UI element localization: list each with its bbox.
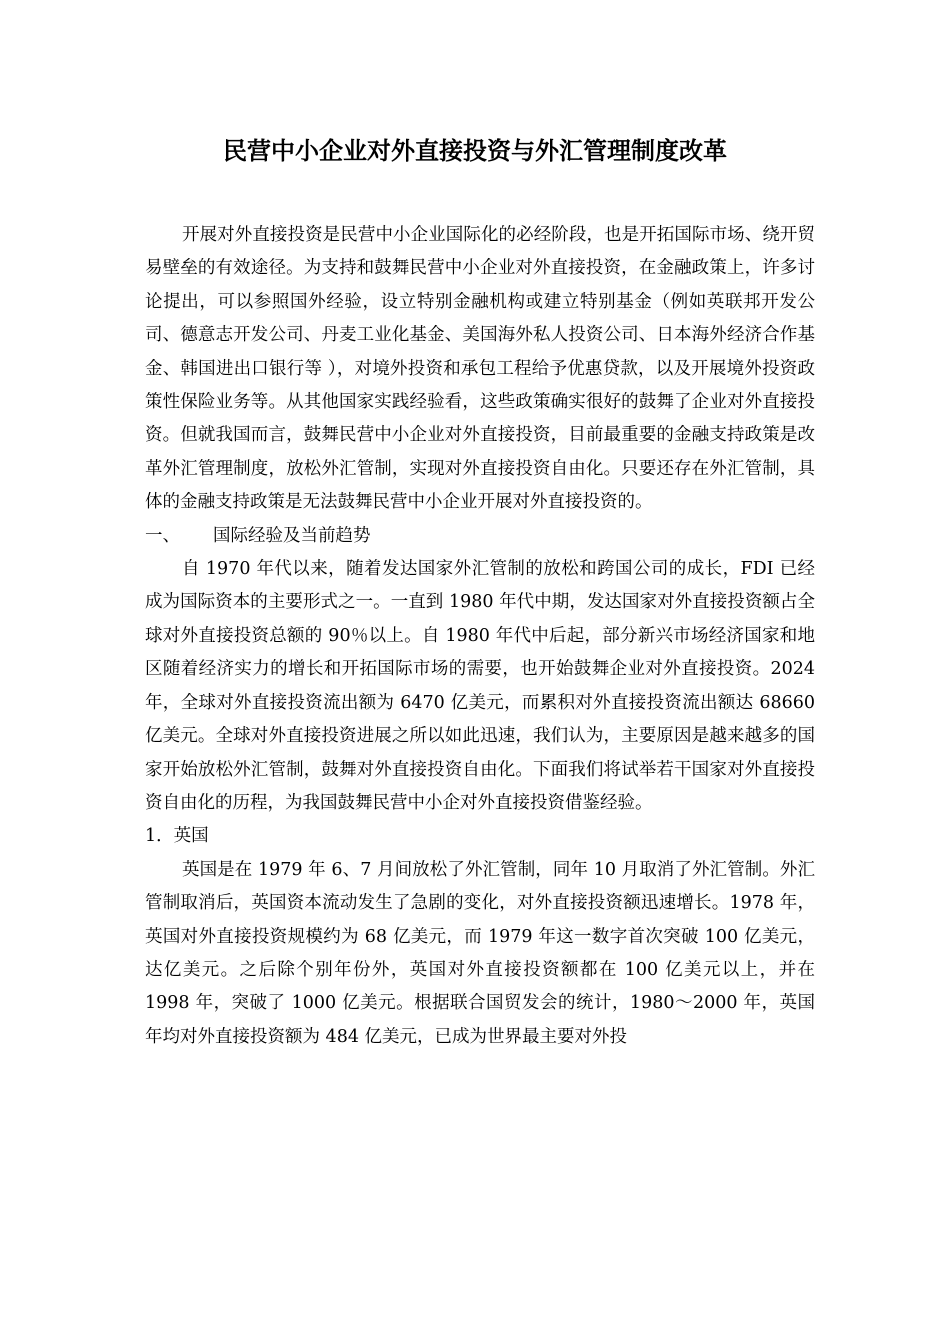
- section-heading-1: [145, 520, 815, 553]
- section-title: 国际经验及当前趋势: [213, 525, 371, 546]
- document-title: 民营中小企业对外直接投资与外汇管理制度改革: [223, 137, 727, 165]
- subsection-uk-paragraph: 英国是在 1979 年 6、7 月间放松了外汇管制，同年 10 月取消了外汇管制。外汇管制取消后，英国资本流动发生了急剧的变化，对外直接投资额迅速增长。1978 年，英国对外直接投资规模约为 68 亿美元，而 1979 年这一数字首次突破 100 亿美元，达亿美元。之后除个别年份外，英国对外直接投资额都在 100 亿美元以上，并在 1998 年，突破了 1000 亿美元。根据联合国贸发会的统计，1980～2000 年，英国年均对外直接投资额为 484 亿美元，已成为世界最主要对外投: [145, 859, 815, 1047]
- document-body: [145, 219, 815, 1054]
- intro-paragraph: 开展对外直接投资是民营中小企业国际化的必经阶段，也是开拓国际市场、绕开贸易壁垒的有效途径。为支持和鼓舞民营中小企业对外直接投资，在金融政策上，许多讨论提出，可以参照国外经验，设立特别金融机构或建立特别基金（例如英联邦开发公司、德意志开发公司、丹麦工业化基金、美国海外私人投资公司、日本海外经济合作基金、韩国进出口银行等 ），对境外投资和承包工程给予优惠贷款，以及开展境外投资政策性保险业务等。从其他国家实践经验看，这些政策确实很好的鼓舞了企业对外直接投资。但就我国而言，鼓舞民营中小企业对外直接投资，目前最重要的金融支持政策是改革外汇管理制度，放松外汇管制，实现对外直接投资自由化。只要还存在外汇管制，具体的金融支持政策是无法鼓舞民营中小企业开展对外直接投资的。: [145, 225, 815, 513]
- section-1-paragraph: 自 1970 年代以来，随着发达国家外汇管制的放松和跨国公司的成长，FDI 已经成为国际资本的主要形式之一。一直到 1980 年代中期，发达国家对外直接投资额占全球对外直接投资总额的 90％以上。自 1980 年代中后起，部分新兴市场经济国家和地区随着经济实力的增长和开拓国际市场的需要，也开始鼓舞企业对外直接投资。2024 年，全球对外直接投资流出额为 6470 亿美元，而累积对外直接投资流出额达 68660 亿美元。全球对外直接投资进展之所以如此迅速，我们认为，主要原因是越来越多的国家开始放松外汇管制，鼓舞对外直接投资自由化。下面我们将试举若干国家对外直接投资自由化的历程，为我国鼓舞民营中小企对外直接投资借鉴经验。: [145, 559, 815, 813]
- section-number: 一、: [145, 525, 180, 546]
- subsection-heading-uk: 1．英国: [145, 826, 209, 847]
